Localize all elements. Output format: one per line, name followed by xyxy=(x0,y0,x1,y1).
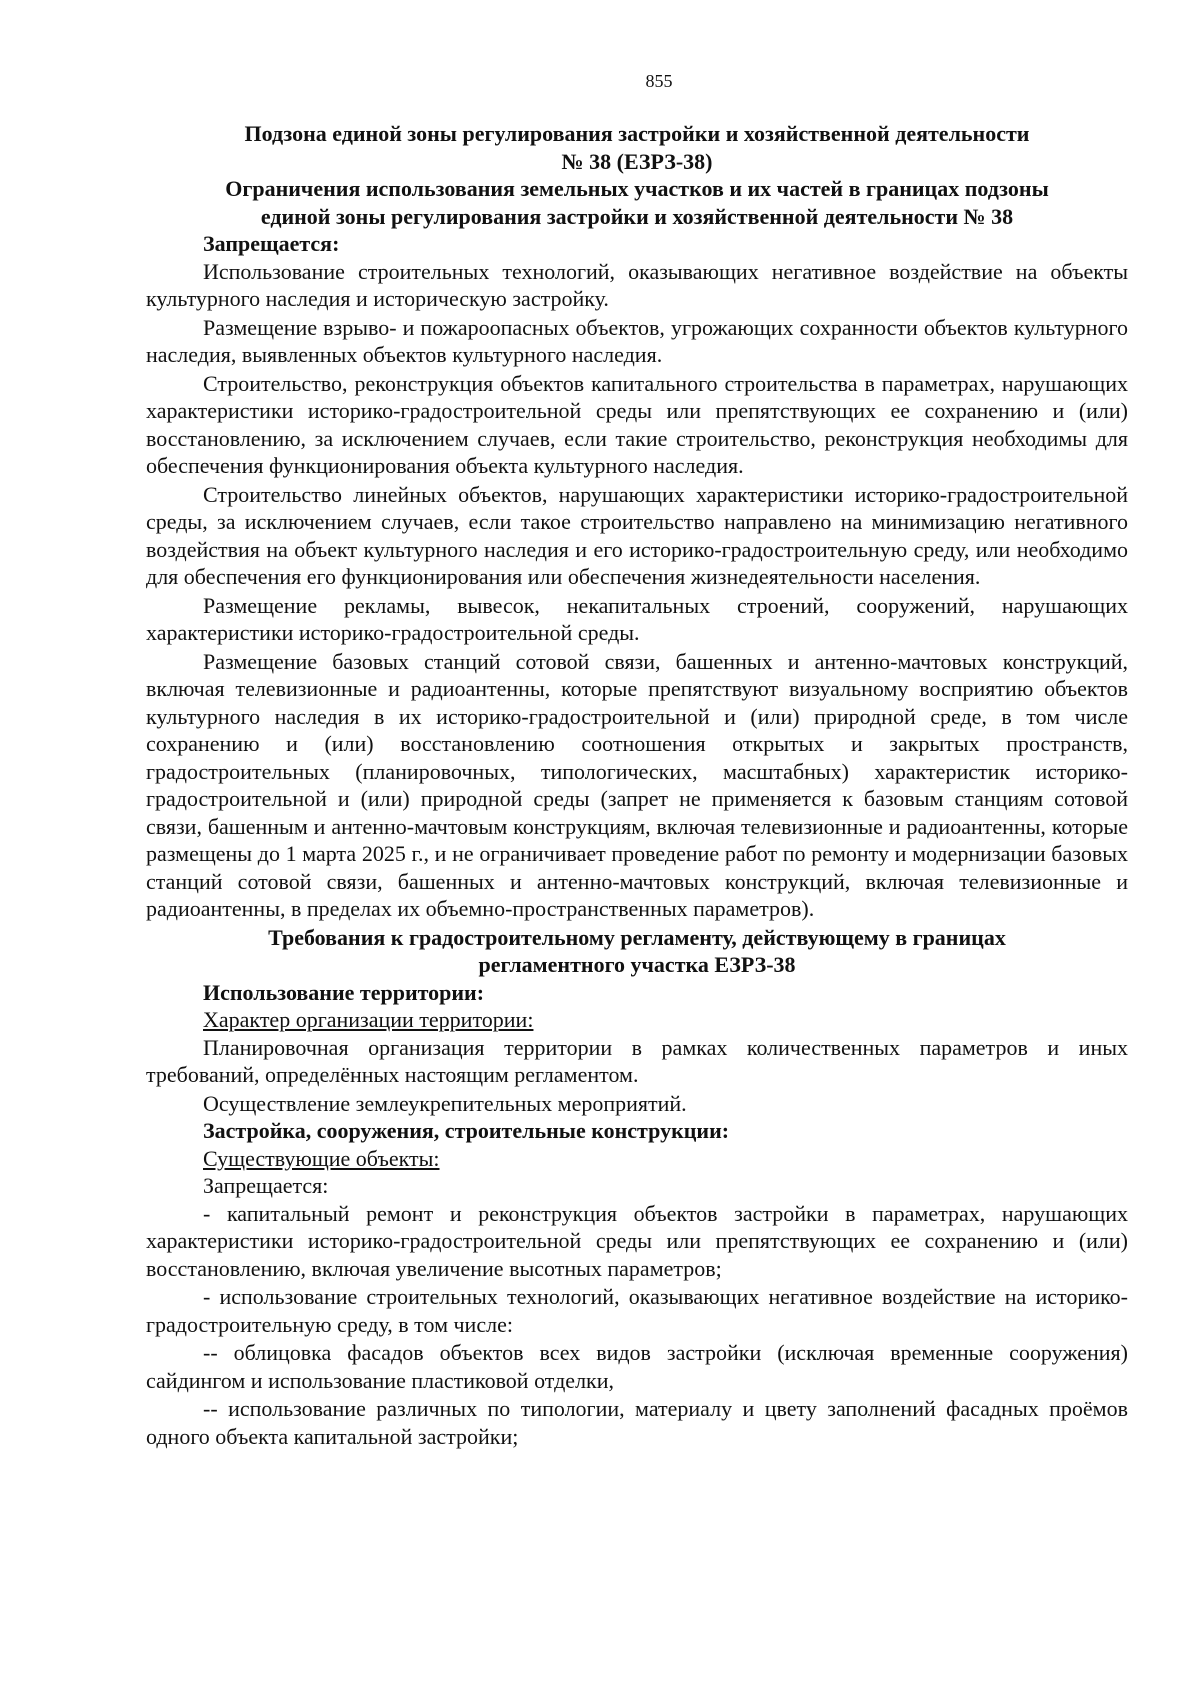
document-heading xyxy=(146,120,1128,230)
list-item: - использование строительных технологий, оказывающих негативное воздействие на историко-градостроительную среду, в том числе: xyxy=(146,1284,1128,1337)
restriction-paragraph: Строительство линейных объектов, нарушающих характеристики историко-градостроительной среды, за исключением случаев, если такое строительство направлено на минимизацию негативного воздействия на объект культурного наследия и его историко-градостроительную среду, или необходимо для обеспечения его функционирования или обеспечения жизнедеятельности населения. xyxy=(146,481,1128,589)
restriction-paragraph: Размещение взрыво- и пожароопасных объектов, угрожающих сохранности объектов культурного наследия, выявленных объектов культурного наследия. xyxy=(146,314,1128,367)
restriction-paragraph: Размещение рекламы, вывесок, некапитальных строений, сооружений, нарушающих характеристики историко-градостроительной среды. xyxy=(146,592,1128,645)
prohibited-label: Запрещается: xyxy=(203,231,340,256)
existing-objects-subheading: Существующие объекты: xyxy=(203,1145,440,1171)
territory-paragraph: Осуществление землеукрепительных мероприятий. xyxy=(203,1090,687,1116)
territory-use-label: Использование территории: xyxy=(203,979,485,1005)
prohibited-sublabel: Запрещается: xyxy=(203,1173,329,1198)
list-item: - капитальный ремонт и реконструкция объектов застройки в параметрах, нарушающих характеристики историко-градостроительной среды или препятствующих ее сохранению и (или) восстановлению, включая увеличение высотных параметров; xyxy=(146,1200,1128,1281)
restriction-paragraph: Использование строительных технологий, оказывающих негативное воздействие на объекты культурного наследия и историческую застройку. xyxy=(146,258,1128,311)
territory-organization-subheading: Характер организации территории: xyxy=(203,1007,534,1032)
buildings-label: Застройка, сооружения, строительные конструкции: xyxy=(203,1118,730,1143)
restriction-paragraph: Размещение базовых станций сотовой связи, башенных и антенно-мачтовых конструкций, включая телевизионные и радиоантенны, которые препятствуют визуальному восприятию объектов культурного наследия в их историко-градостроительной и (или) природной среде, в том числе сохранению и (или) восстановлению соотношения открытых и закрытых пространств, градостроительных (планировочных, типологических, масштабных) характеристик историко-градостроительной и (или) природной среды (запрет не применяется к базовым станциям сотовой связи, башенным и антенно-мачтовым конструкциям, включая телевизионные и радиоантенны, которые размещены до 1 марта 2025 г., и не ограничивает проведение работ по ремонту и модернизации базовых станций сотовой связи, башенных и антенно-мачтовых конструкций, включая телевизионные и радиоантенны, в пределах их объемно-пространственных параметров). xyxy=(146,648,1128,921)
heading-line-1: Подзона единой зоны регулирования застройки и хозяйственной деятельности xyxy=(244,121,1030,146)
list-item: -- использование различных по типологии, материалу и цвету заполнений фасадных проёмов одного объекта капитальной застройки; xyxy=(146,1396,1128,1449)
territory-paragraph: Планировочная организация территории в рамках количественных параметров и иных требований, определённых настоящим регламентом. xyxy=(146,1034,1128,1087)
heading-line-3: Ограничения использования земельных участков и их частей в границах подзоны xyxy=(225,176,1049,201)
page-number: 855 xyxy=(645,71,673,91)
regulation-heading-line-1: Требования к градостроительному регламенту, действующему в границах xyxy=(268,924,1006,950)
heading-line-2: № 38 (ЕЗРЗ-38) xyxy=(561,148,713,174)
regulation-heading xyxy=(146,924,1128,979)
restriction-paragraph: Строительство, реконструкция объектов капитального строительства в параметрах, нарушающих характеристики историко-градостроительной среды или препятствующих ее сохранению и (или) восстановлению, за исключением случаев, если такие строительство, реконструкция необходимы для обеспечения функционирования объекта культурного наследия. xyxy=(146,370,1128,478)
heading-line-4: единой зоны регулирования застройки и хозяйственной деятельности № 38 xyxy=(260,203,1014,229)
regulation-heading-line-2: регламентного участка ЕЗРЗ-38 xyxy=(478,952,796,977)
list-item: -- облицовка фасадов объектов всех видов застройки (исключая временные сооружения) сайдингом и использование пластиковой отделки, xyxy=(146,1340,1128,1393)
